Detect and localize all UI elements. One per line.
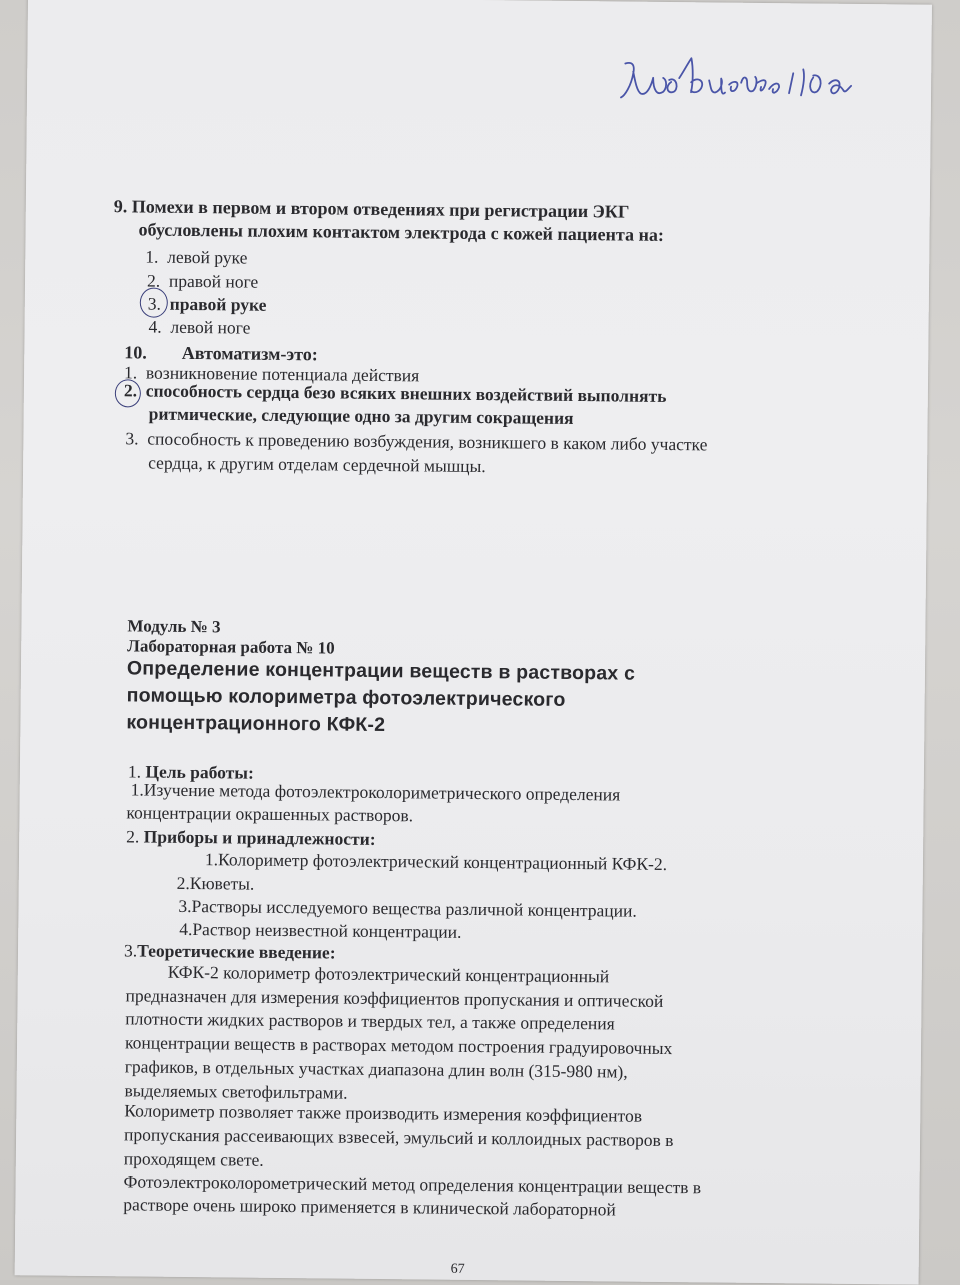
section-1-heading-text: Цель работы: (145, 761, 254, 783)
section-3-line-10: Фотоэлектроколорометрический метод определения концентрации веществ в (123, 1171, 702, 1198)
q9-option-4-number: 4. (148, 316, 162, 337)
section-2-heading (126, 828, 376, 848)
section-3-line-3: плотности жидких растворов и твердых тел, а также определения (125, 1008, 615, 1034)
q10-option-2-text-line1: способность сердца безо всяких внешних воздействий выполнять (145, 380, 667, 406)
q10-option-3-line1 (125, 430, 707, 454)
page-number: 67 (450, 1261, 465, 1277)
q9-option-1-number: 1. (145, 246, 159, 267)
question-10-text: Автоматизм-это: (181, 342, 318, 365)
section-2-item-3: 3.Растворы исследуемого вещества различной концентрации. (178, 895, 637, 921)
section-2-heading-text: Приборы и принадлежности: (143, 826, 376, 849)
answer-circle-q10 (115, 379, 141, 407)
section-3-line-11: растворе очень широко применяется в клинической лабораторной (123, 1194, 616, 1220)
question-9-title-line2: обусловлены плохим контактом электрода с кожей пациента на: (138, 219, 664, 245)
answer-circle-q9 (140, 287, 168, 317)
question-9-title-line1: 9. Помехи в первом и втором отведениях при регистрации ЭКГ (113, 196, 630, 222)
section-3-line-7: Колориметр позволяет также производить измерения коэффициентов (124, 1100, 643, 1126)
q10-option-3-text-line1: способность к проведению возбуждения, возникшего в каком либо участке (147, 428, 708, 455)
lab-title-line2: помощью колориметра фотоэлектрического (126, 684, 566, 711)
section-2-item-2: 2.Кюветы. (176, 872, 255, 894)
lab-label: Лабораторная работа № 10 (127, 636, 335, 658)
q10-option-2-line1 (124, 382, 667, 405)
q10-option-1-text: возникновение потенциала действия (145, 362, 420, 386)
q9-option-1 (145, 246, 248, 268)
section-3-heading-text: Теоретические введение: (137, 940, 336, 963)
section-3-line-9: проходящем свете. (123, 1148, 264, 1170)
q10-option-1-number: 1. (123, 362, 138, 383)
section-3-heading (124, 942, 336, 962)
q9-option-3-number: 3. (147, 293, 162, 314)
module-label: Модуль № 3 (127, 616, 221, 637)
section-2-number: 2. (126, 826, 140, 847)
q9-option-2-text: правой ноге (168, 270, 259, 292)
section-3-line-6: выделяемых светофильтрами. (124, 1080, 348, 1103)
question-10-number: 10. (124, 342, 147, 363)
lab-title-line1: Определение концентрации веществ в растворах с (126, 657, 636, 685)
worksheet-page (15, 0, 932, 1285)
q10-option-3-number: 3. (125, 428, 139, 449)
q9-option-4 (148, 316, 251, 338)
q9-option-3-text: правой руке (169, 293, 267, 315)
section-3-number: 3. (123, 940, 138, 961)
section-3-line-5: графиков, в отдельных участках диапазона длин волн (315-980 нм), (124, 1056, 628, 1082)
section-3-line-1: КФК-2 колориметр фотоэлектрический концентрационный (167, 961, 610, 987)
q10-option-2-number: 2. (123, 380, 138, 401)
q10-option-3-text-line2: сердца, к другим отделам сердечной мышцы. (148, 452, 486, 477)
section-3-line-8: пропускания рассеивающих взвесей, эмульсий и коллоидных растворов в (123, 1124, 674, 1151)
q9-option-2 (146, 270, 259, 292)
section-1-line1: 1.Изучение метода фотоэлектроколориметрического определения (130, 779, 621, 805)
section-1-line2: концентрации окрашенных растворов. (126, 802, 414, 826)
section-3-line-2: предназначен для измерения коэффициентов пропускания и оптической (125, 985, 664, 1011)
q9-option-2-number: 2. (146, 270, 161, 291)
q9-option-1-text: левой руке (167, 246, 248, 268)
section-2-item-1: 1.Колориметр фотоэлектрический концентрационный КФК-2. (204, 849, 668, 875)
q10-option-2-text-line2: ритмические, следующие одно за другим сокращения (148, 403, 574, 429)
handwritten-signature (617, 41, 868, 114)
section-1-number: 1. (127, 761, 142, 782)
section-3-line-4: концентрации веществ в растворах методом построения градуировочных (124, 1032, 673, 1059)
lab-title-line3: концентрационного КФК-2 (126, 711, 386, 737)
section-2-item-4: 4.Раствор неизвестной концентрации. (179, 918, 462, 942)
q9-option-4-text: левой ноге (170, 316, 251, 338)
